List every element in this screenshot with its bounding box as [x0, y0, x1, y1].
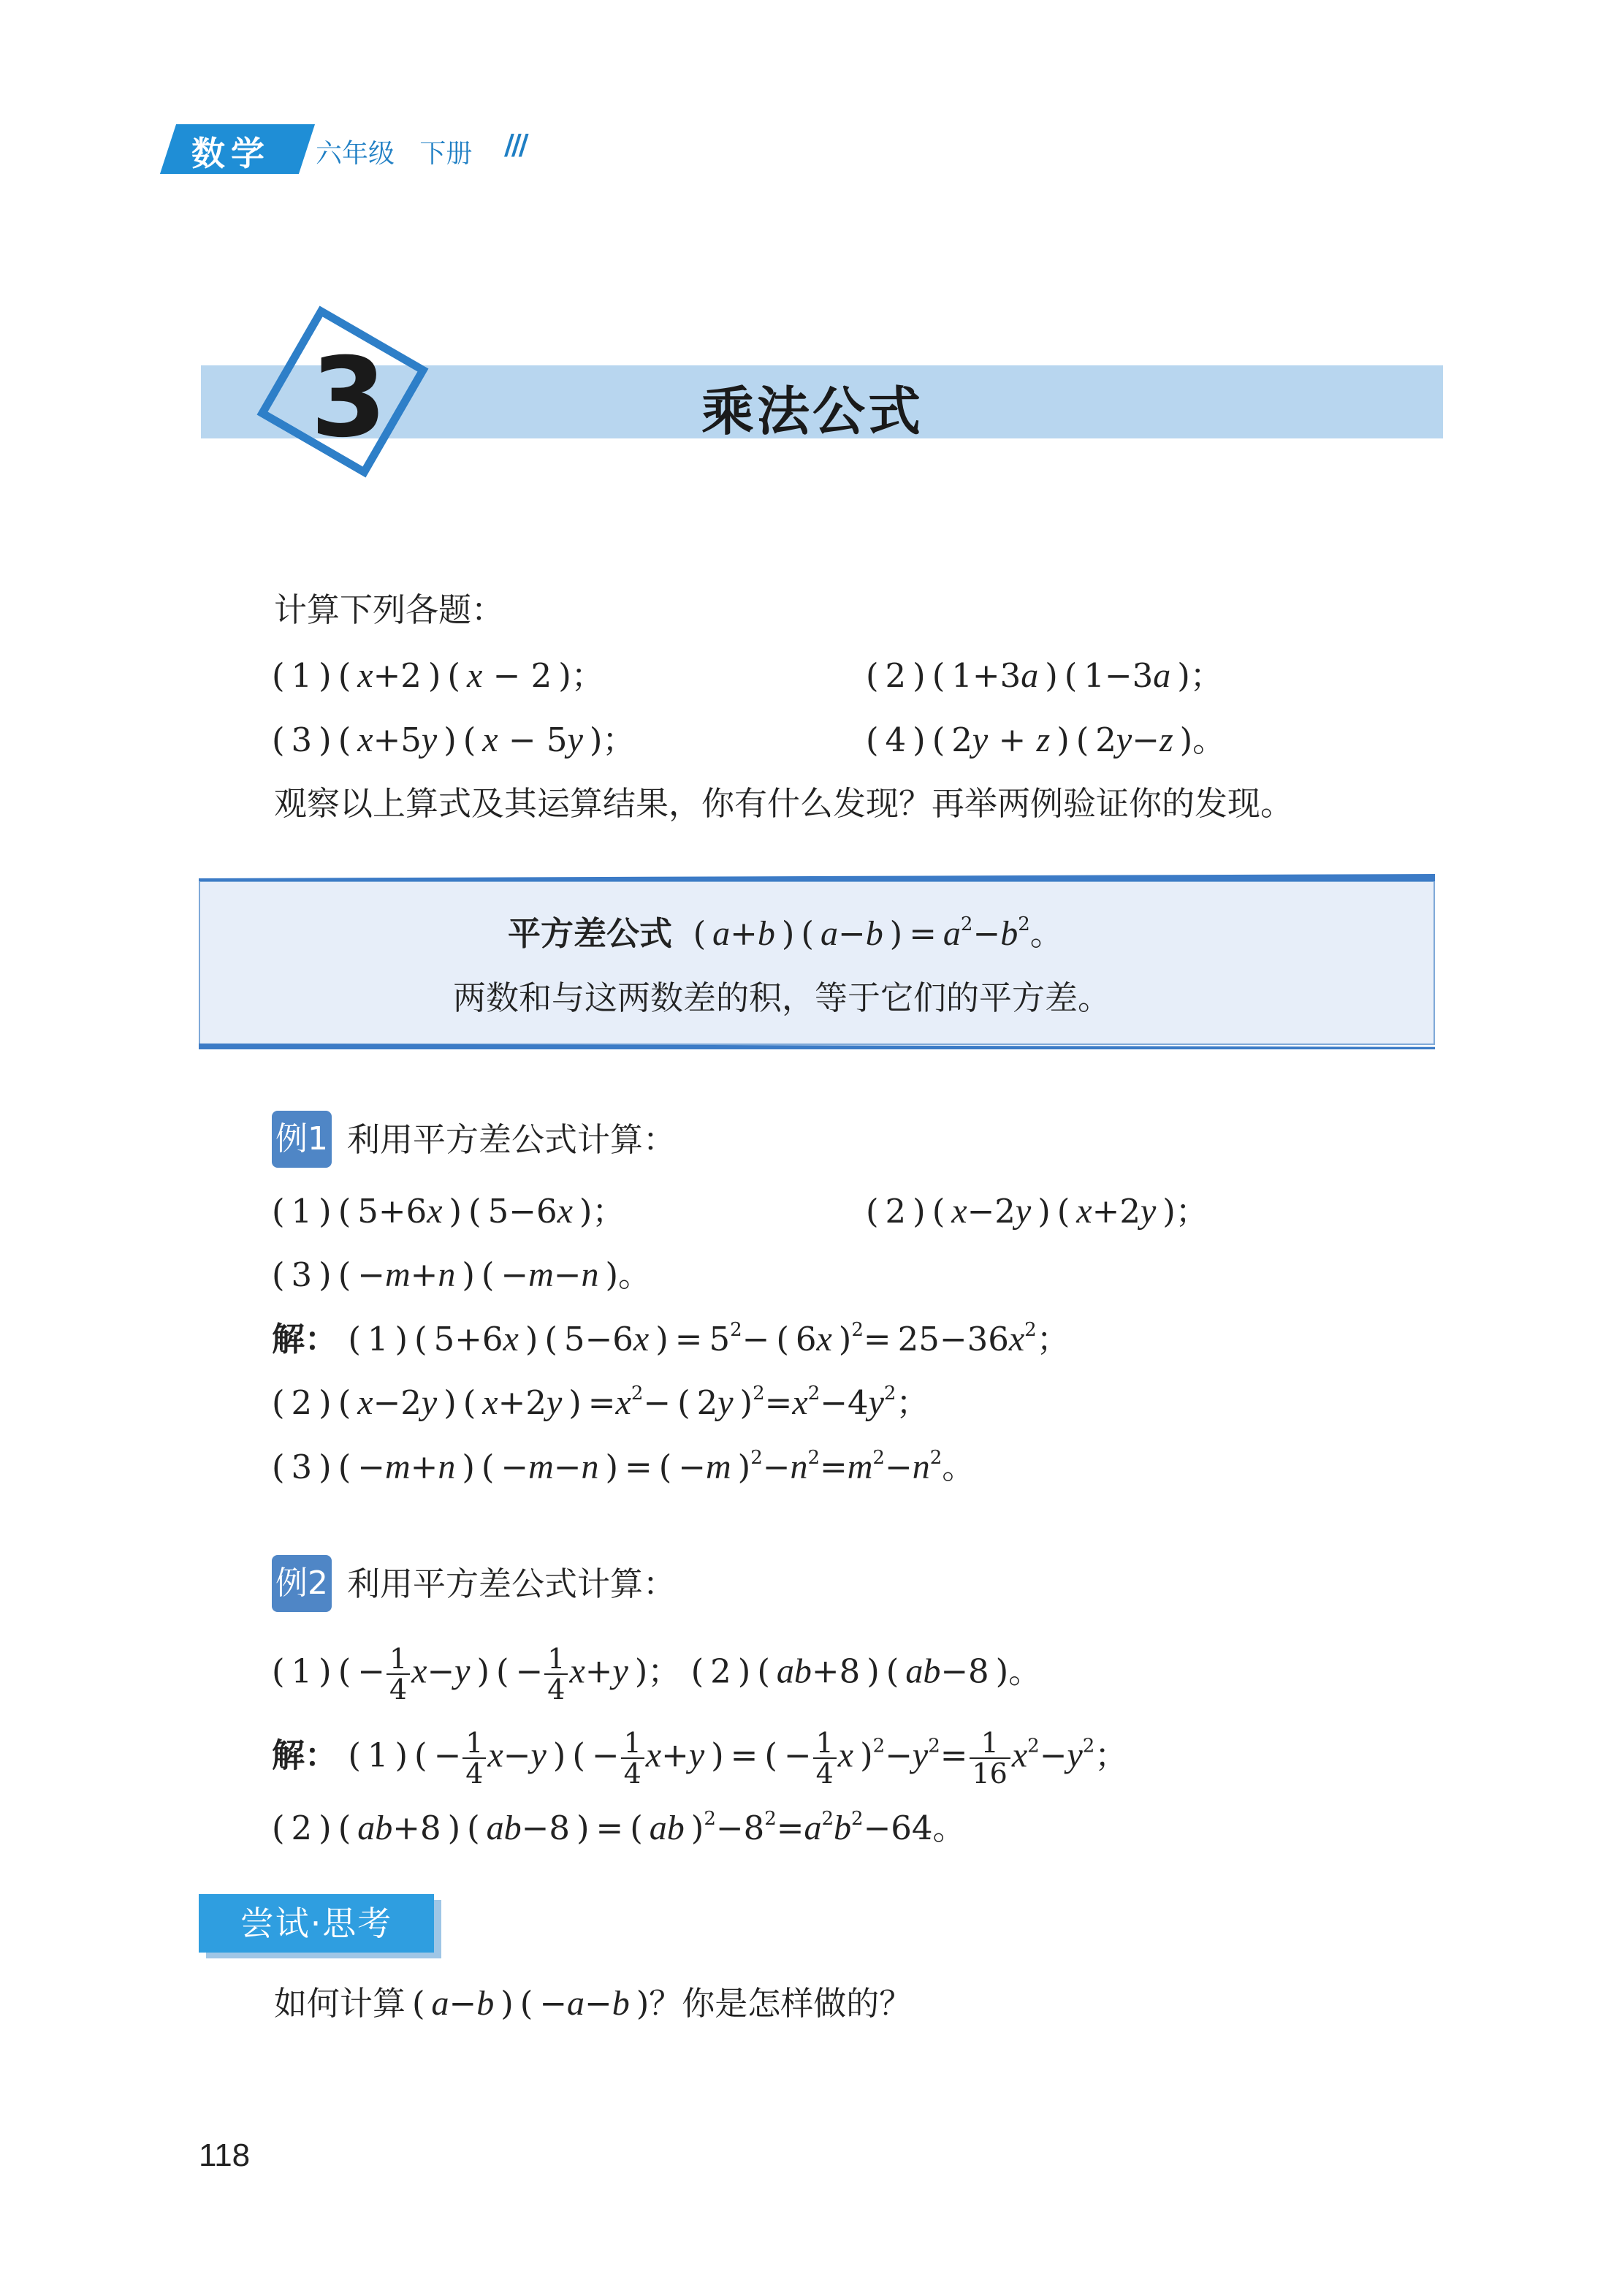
- example1-prompt: 利用平方差公式计算：: [347, 1120, 677, 1159]
- section-title: 乘法公式: [701, 380, 924, 442]
- example1-badge: 例1: [272, 1111, 332, 1168]
- subject-label: 数学: [191, 134, 270, 173]
- formula-statement: 两数和与这两数差的积，等于它们的平方差。: [453, 978, 1111, 1017]
- intro-q1: ( 1 ) ( x+2 ) ( x − 2 )；: [272, 656, 604, 695]
- example1-solution-label: 解：: [272, 1320, 338, 1358]
- example1-p3: ( 3 ) ( −m+n ) ( −m−n )。: [272, 1255, 652, 1294]
- example1-s1: 解： ( 1 ) ( 5+6x ) ( 5−6x ) = $5^2-$ ( 6x )$^2= 25-36x^2$；: [272, 1319, 1070, 1358]
- example1-s2: ( 2 ) ( x−2y ) ( x+2y ) $=x^2-$ ( 2y )$^2=x^2-4y^2$；: [272, 1383, 929, 1422]
- page-number: 118: [199, 2137, 251, 2173]
- example2-s2: ( 2 ) ( ab+8 ) ( ab−8 ) = ( ab )$^2-8^2=a^2b^2-64$。: [272, 1808, 966, 1847]
- section-number: 3: [311, 335, 387, 462]
- grade-volume: [316, 133, 472, 170]
- example2-p1: ( 1 ) ( − $\frac{1}{4}$ x−y ) ( − $\frac{1}{4}$ x+y )； ( 2 ) ( ab+8 ) ( ab−8 )。: [272, 1643, 1042, 1706]
- header-slashes: ///: [504, 129, 526, 161]
- intro-q3: ( 3 ) ( x+5y ) ( x − 5y )；: [272, 721, 636, 759]
- intro-prompt: 计算下列各题：: [274, 590, 505, 629]
- try-think-question: 如何计算 ( a−b ) ( −a−b )？你是怎样做的？: [274, 1984, 913, 2023]
- example2-s1: 解： ( 1 ) ( − $\frac{1}{4}$ x−y ) ( − $\frac{1}{4}$ x+y ) = ( − $\frac{1}{4}$ x )$^2-y^2=$ $\frac{1}{16}$ $x^2-y^2$；: [272, 1727, 1128, 1790]
- volume-label: 下册: [419, 139, 473, 169]
- formula-name: 平方差公式: [508, 914, 673, 953]
- example1-p1: ( 1 ) ( 5+6x ) ( 5−6x )；: [272, 1192, 625, 1231]
- example1-p2: ( 2 ) ( x−2y ) ( x+2y )；: [866, 1192, 1208, 1231]
- intro-q2: ( 2 ) ( 1+3a ) ( 1−3a )；: [866, 656, 1223, 695]
- example2-solution-label: 解：: [272, 1736, 338, 1775]
- try-think-badge: 尝试·思考: [199, 1894, 434, 1953]
- example2-prompt: 利用平方差公式计算：: [347, 1565, 677, 1603]
- formula-box-top-edge: [199, 874, 1435, 881]
- formula-line: 平方差公式 ( a+b ) ( a−b ) = $a^2-b^2$。: [508, 913, 1063, 953]
- example2-badge: 例2: [272, 1555, 332, 1612]
- intro-q4: ( 4 ) ( 2y + z ) ( 2y−z )。: [866, 721, 1226, 759]
- example1-s3: ( 3 ) ( −m+n ) ( −m−n ) = ( −m )$^2-n^2=m^2-n^2$。: [272, 1447, 975, 1486]
- grade-label: 六年级: [316, 139, 395, 169]
- formula-box: [199, 881, 1435, 1045]
- intro-observe: 观察以上算式及其运算结果，你有什么发现？再举两例验证你的发现。: [274, 784, 1294, 823]
